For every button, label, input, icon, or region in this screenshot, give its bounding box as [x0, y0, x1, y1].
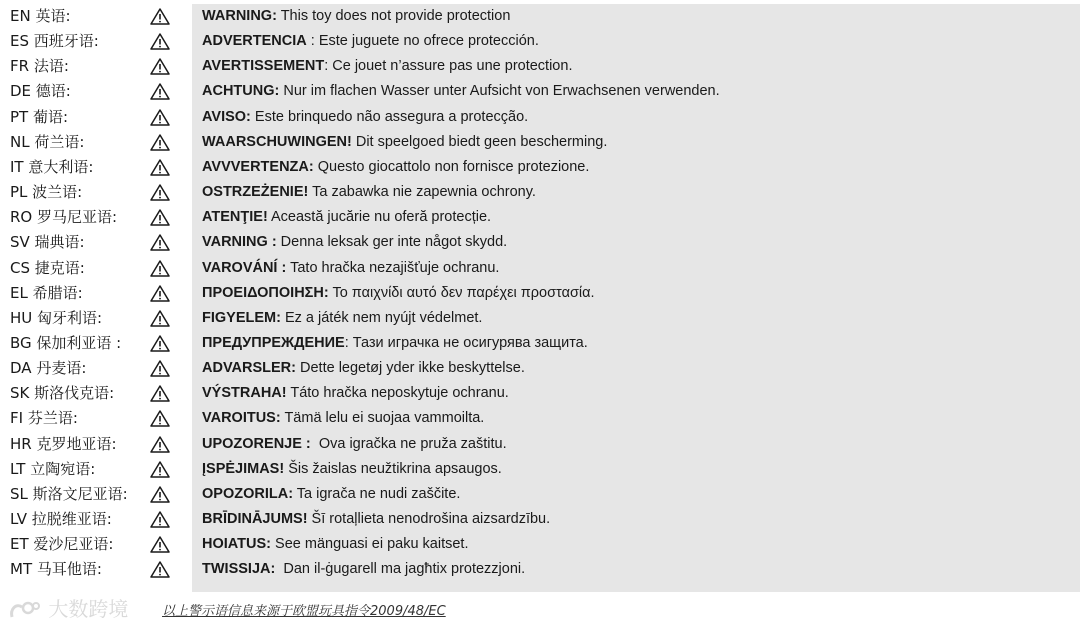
- warning-message: [202, 507, 550, 532]
- warning-message: [202, 432, 507, 457]
- language-label: HR 克罗地亚语:: [10, 434, 117, 453]
- warning-text: Dette legetøj yder ikke beskyttelse.: [295, 360, 525, 377]
- warning-text: Dit speelgoed biedt geen bescherming.: [351, 133, 608, 150]
- warning-text: This toy does not provide protection: [276, 8, 511, 24]
- source-note: 以上警示语信息来源于欧盟玩具指令2009/48/EC: [162, 604, 446, 619]
- warning-message: [202, 406, 484, 431]
- language-label: NL 荷兰语:: [10, 132, 85, 151]
- warning-text: Šī rotaļlieta nenodrošina aizsardzību.: [307, 511, 551, 527]
- warning-message: [202, 105, 528, 130]
- warning-triangle-icon: [150, 83, 170, 100]
- warning-label: FIGYELEM:: [202, 309, 281, 326]
- warning-triangle-icon: [150, 561, 170, 578]
- warning-message: [202, 29, 539, 54]
- warning-row: [0, 356, 1080, 381]
- warning-row: [0, 105, 1080, 130]
- warning-message: [202, 256, 499, 281]
- warning-message: [202, 557, 525, 582]
- warning-text: Questo giocattolo non fornisce protezione.: [313, 158, 590, 175]
- watermark-text: 大数跨境: [48, 597, 129, 621]
- warning-triangle-icon: [150, 360, 170, 377]
- warning-triangle-icon: [150, 385, 170, 402]
- warning-triangle-icon: [150, 184, 170, 201]
- warning-triangle-icon: [150, 109, 170, 126]
- warning-row: [0, 381, 1080, 406]
- warning-label: UPOZORENJE :: [202, 435, 311, 452]
- warning-message: [202, 482, 460, 507]
- warning-row: [0, 155, 1080, 180]
- language-label: LT 立陶宛语:: [10, 459, 96, 478]
- warning-message: [202, 281, 595, 306]
- language-label: SV 瑞典语:: [10, 233, 85, 252]
- warning-row: [0, 256, 1080, 281]
- warning-text: Tato hračka nezajišťuje ochranu.: [286, 259, 500, 276]
- language-label: LV 拉脱维亚语:: [10, 510, 112, 528]
- warning-message: [202, 331, 588, 356]
- warning-message: [202, 356, 525, 381]
- warning-text: : Este juguete no ofrece protección.: [306, 33, 539, 50]
- warning-message: [202, 79, 720, 104]
- language-label: DE 德语:: [10, 82, 71, 101]
- warning-label: ACHTUNG:: [202, 83, 280, 100]
- warning-row: [0, 557, 1080, 582]
- warning-text: Nur im flachen Wasser unter Aufsicht von Erwachsenen verwenden.: [279, 83, 720, 100]
- warning-triangle-icon: [150, 209, 170, 226]
- language-label: SK 斯洛伐克语:: [10, 384, 115, 403]
- warning-label: WAARSCHUWINGEN!: [202, 133, 352, 150]
- warning-row: [0, 507, 1080, 532]
- warning-row: [0, 532, 1080, 557]
- language-label: EN 英语:: [10, 7, 71, 25]
- warning-label: ATENŢIE!: [202, 209, 268, 226]
- language-label: BG 保加利亚语 :: [10, 333, 122, 352]
- warning-row: [0, 281, 1080, 306]
- language-label: ES 西班牙语:: [10, 32, 99, 51]
- warning-text: Această jucărie nu oferă protecție.: [267, 209, 492, 226]
- warning-triangle-icon: [150, 159, 170, 176]
- language-label: SL 斯洛文尼亚语:: [10, 484, 128, 503]
- warning-triangle-icon: [150, 260, 170, 277]
- warning-label: BRĪDINĀJUMS!: [202, 511, 308, 527]
- language-label: FI 芬兰语:: [10, 409, 78, 428]
- language-label: FR 法语:: [10, 57, 69, 76]
- warning-row: [0, 54, 1080, 79]
- warning-label: AVISO:: [202, 108, 251, 125]
- language-label: PL 波兰语:: [10, 183, 83, 202]
- warning-message: [202, 306, 482, 331]
- warning-triangle-icon: [150, 33, 170, 50]
- warning-label: WARNING:: [202, 8, 277, 24]
- warning-message: [202, 155, 589, 180]
- warning-label: ΠΡΟΕΙΔΟΠΟΙΗΣΗ:: [202, 284, 329, 301]
- warning-row: [0, 79, 1080, 104]
- language-label: RO 罗马尼亚语:: [10, 208, 118, 227]
- warning-text: : Ce jouet n’assure pas une protection.: [324, 58, 573, 75]
- language-label: IT 意大利语:: [10, 157, 94, 176]
- warning-label: VÝSTRAHA!: [202, 385, 287, 402]
- warning-text: Táto hračka neposkytuje ochranu.: [286, 385, 509, 402]
- warning-text: Ova igračka ne pruža zaštitu.: [310, 435, 507, 452]
- language-label: EL 希腊语:: [10, 283, 83, 302]
- warning-label: AVERTISSEMENT: [202, 58, 325, 75]
- warning-triangle-icon: [150, 8, 170, 25]
- language-label: DA 丹麦语:: [10, 359, 87, 378]
- logo-icon: [8, 599, 42, 623]
- language-label: HU 匈牙利语:: [10, 308, 103, 327]
- warning-row: [0, 130, 1080, 155]
- warning-text: Tämä lelu ei suojaa vammoilta.: [280, 410, 485, 427]
- warning-message: [202, 54, 572, 79]
- warning-triangle-icon: [150, 511, 170, 528]
- warning-triangle-icon: [150, 486, 170, 503]
- warning-triangle-icon: [150, 285, 170, 302]
- warning-text: Šis žaislas neužtikrina apsaugos.: [284, 460, 502, 477]
- warning-text: Denna leksak ger inte något skydd.: [276, 234, 508, 251]
- warning-message: [202, 180, 536, 205]
- warning-row: [0, 306, 1080, 331]
- warning-text: Dan il-ġugarell ma jagħtix protezzjoni.: [275, 561, 526, 578]
- warning-row: [0, 331, 1080, 356]
- warning-row: [0, 230, 1080, 255]
- warning-text: Ez a játék nem nyújt védelmet.: [280, 309, 483, 326]
- warning-text: Este brinquedo não assegura a protecção.: [250, 108, 529, 125]
- warning-row: [0, 457, 1080, 482]
- warning-triangle-icon: [150, 536, 170, 553]
- warning-message: [202, 205, 491, 230]
- warning-text: See mänguasi ei paku kaitset.: [271, 536, 469, 553]
- warning-message: [202, 230, 507, 255]
- warning-triangle-icon: [150, 335, 170, 352]
- warning-label: TWISSIJA:: [202, 561, 276, 578]
- language-label: CS 捷克语:: [10, 258, 85, 277]
- language-label: PT 葡语:: [10, 107, 69, 126]
- warning-row: [0, 4, 1080, 29]
- watermark-logo: [8, 596, 128, 622]
- warning-triangle-icon: [150, 410, 170, 427]
- warning-text: Ta igrača ne nudi zaščite.: [293, 485, 461, 502]
- warning-label: ADVARSLER:: [202, 360, 296, 377]
- warning-row: [0, 482, 1080, 507]
- warning-message: [202, 130, 607, 155]
- warning-triangle-icon: [150, 58, 170, 75]
- warning-label: ĮSPĖJIMAS!: [202, 460, 285, 477]
- warning-label: ADVERTENCIA: [202, 33, 307, 50]
- warning-text: Το παιχνίδι αυτό δεν παρέχει προστασία.: [328, 284, 595, 301]
- warning-text: Ta zabawka nie zapewnia ochrony.: [308, 184, 536, 201]
- warning-label: HOIATUS:: [202, 536, 272, 553]
- warning-label: OSTRZEŻENIE!: [202, 184, 309, 201]
- warning-label: ПРЕДУПРЕЖДЕНИЕ: [202, 334, 345, 351]
- warning-row: [0, 180, 1080, 205]
- warning-row: [0, 406, 1080, 431]
- warning-message: [202, 457, 502, 482]
- warning-row: [0, 29, 1080, 54]
- warning-triangle-icon: [150, 436, 170, 453]
- warning-label: VARNING :: [202, 234, 277, 251]
- warning-triangle-icon: [150, 134, 170, 151]
- warning-row: [0, 432, 1080, 457]
- language-label: ET 爱沙尼亚语:: [10, 535, 114, 554]
- warning-label: VAROITUS:: [202, 410, 281, 427]
- warning-message: [202, 4, 510, 29]
- warning-triangle-icon: [150, 234, 170, 251]
- footer: [0, 590, 1080, 628]
- language-label: MT 马耳他语:: [10, 560, 102, 579]
- warning-label: OPOZORILA:: [202, 485, 294, 502]
- warning-row: [0, 205, 1080, 230]
- warning-message: [202, 532, 469, 557]
- warning-message: [202, 381, 509, 406]
- warning-text: : Тази играчка не осигурява защита.: [344, 334, 588, 351]
- warning-label: VAROVÁNÍ :: [202, 259, 287, 276]
- warning-triangle-icon: [150, 461, 170, 478]
- warning-triangle-icon: [150, 310, 170, 327]
- warning-label: AVVVERTENZA:: [202, 158, 314, 175]
- warning-table: [0, 4, 1080, 588]
